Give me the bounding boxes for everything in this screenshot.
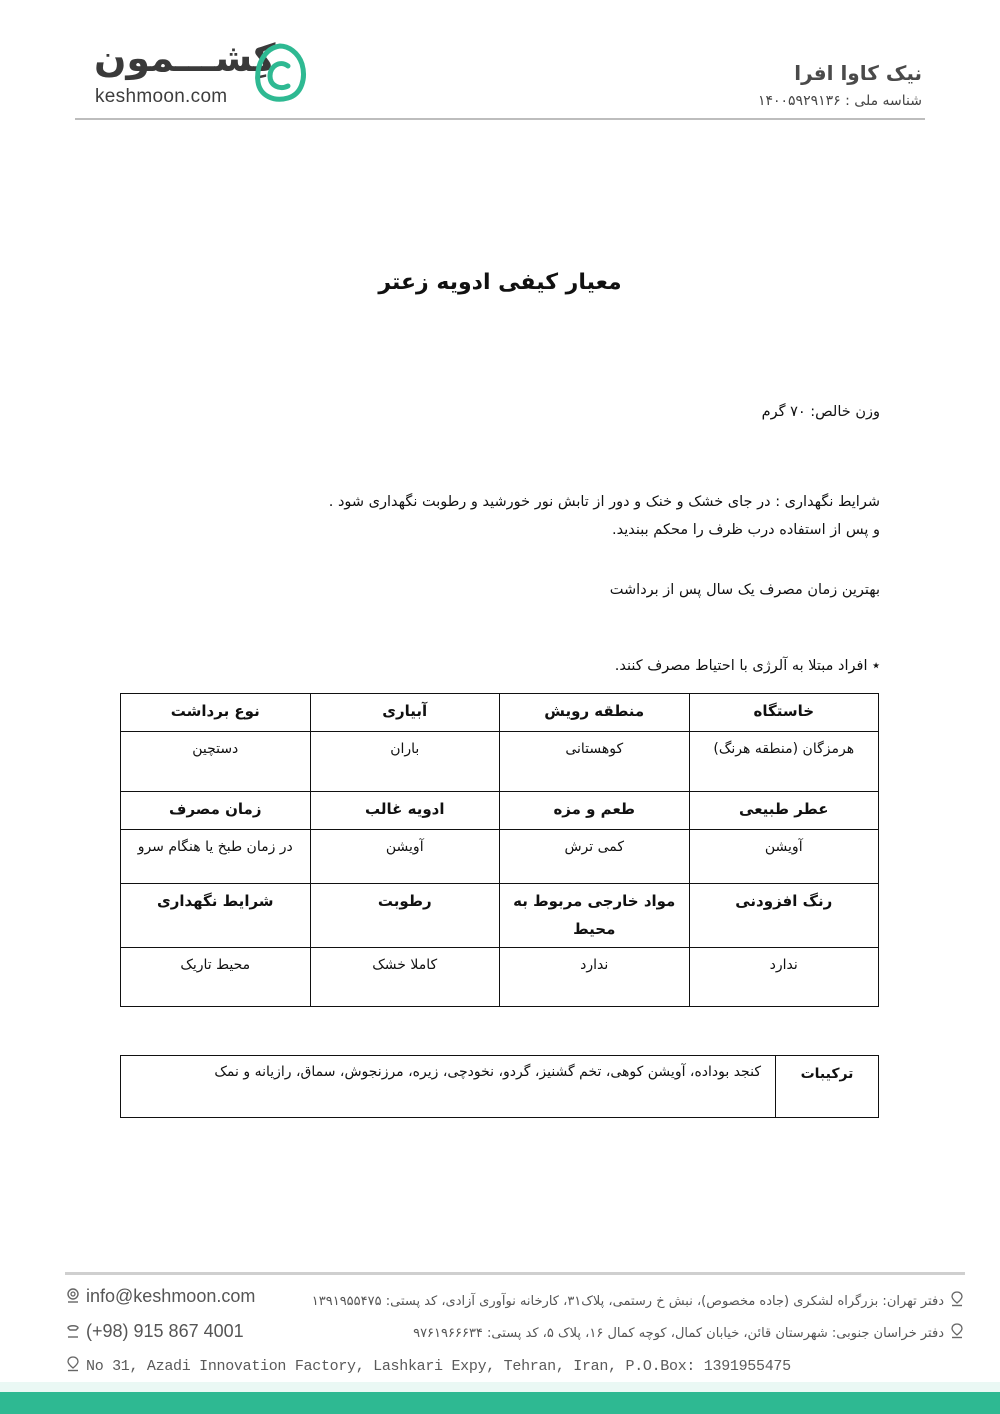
header-cell: طعم و مزه <box>500 792 690 830</box>
company-national-id: شناسه ملی : ۱۴۰۰۵۹۲۹۱۳۶ <box>757 93 922 109</box>
value-cell: آویشن <box>310 830 500 884</box>
footer-brand-band <box>0 1392 1000 1414</box>
footer-phone <box>66 1321 244 1342</box>
footer-email <box>66 1286 255 1307</box>
storage-conditions-text <box>329 488 880 544</box>
value-cell: آویشن <box>689 830 879 884</box>
header-cell: نوع برداشت <box>121 694 311 732</box>
value-cell: ندارد <box>689 948 879 1007</box>
footer-band-highlight <box>0 1382 1000 1392</box>
header-cell: عطر طبیعی <box>689 792 879 830</box>
spiral-logo-icon <box>250 40 310 106</box>
allergy-warning-text: ٭ افراد مبتلا به آلرژی با احتیاط مصرف کنند. <box>614 658 880 674</box>
table-row <box>121 732 879 792</box>
phone-text[interactable]: (+98) 915 867 4001 <box>86 1321 244 1341</box>
value-cell: هرمزگان (منطقه هرنگ) <box>689 732 879 792</box>
ingredients-value: کنجد بوداده، آویشن کوهی، تخم گشنیز، گردو، نخودچی، زیره، مرزنجوش، سماق، رازیانه و نمک <box>121 1056 776 1118</box>
header-cell: زمان مصرف <box>121 792 311 830</box>
table-row <box>121 884 879 948</box>
footer-address-tehran <box>312 1291 964 1309</box>
address-en-text: No 31, Azadi Innovation Factory, Lashkari Expy, Tehran, Iran, P.O.Box: 1391955475 <box>86 1358 791 1375</box>
brand-logo <box>90 36 310 108</box>
location-pin-icon <box>950 1323 964 1339</box>
location-pin-icon <box>66 1356 80 1372</box>
header-cell: ادویه غالب <box>310 792 500 830</box>
logo-persian-text: کِشـــمون <box>94 36 276 80</box>
header-divider <box>75 118 925 120</box>
storage-line-2: و پس از استفاده درب ظرف را محکم ببندید. <box>612 522 880 538</box>
company-name: نیک کاوا افرا <box>794 61 922 85</box>
value-cell: باران <box>310 732 500 792</box>
address-khorasan-text: دفتر خراسان جنوبی: شهرستان قائن، خیابان کمال، کوچه کمال ۱۶، پلاک ۵، کد پستی: ۹۷۶۱۹۶۶۶۳۴ <box>413 1326 944 1341</box>
company-info <box>758 60 922 110</box>
address-tehran-text: دفتر تهران: بزرگراه لشکری (جاده مخصوص)، نبش خ رستمی، پلاک۳۱، کارخانه نوآوری آزادی، کد پستی: ۱۳۹۱۹۵۵۴۷۵ <box>311 1294 944 1309</box>
header-cell: منطقه رویش <box>500 694 690 732</box>
ingredients-label: ترکیبات <box>776 1056 879 1118</box>
header-cell: خاستگاه <box>689 694 879 732</box>
header-cell: رنگ افزودنی <box>689 884 879 948</box>
value-cell: کوهستانی <box>500 732 690 792</box>
value-cell: محیط تاریک <box>121 948 311 1007</box>
table-row <box>121 694 879 732</box>
net-weight-text: وزن خالص: ۷۰ گرم <box>761 404 880 420</box>
table-row <box>121 830 879 884</box>
header-cell: مواد خارجی مربوط به محیط <box>500 884 690 948</box>
quality-spec-table <box>120 693 879 1007</box>
header-cell: شرایط نگهداری <box>121 884 311 948</box>
footer-address-en <box>66 1356 791 1375</box>
document-title: معیار کیفی ادویه زعتر <box>378 270 622 295</box>
header-cell: آبیاری <box>310 694 500 732</box>
table-row <box>121 792 879 830</box>
best-use-text: بهترین زمان مصرف یک سال پس از برداشت <box>609 582 880 598</box>
value-cell: کاملا خشک <box>310 948 500 1007</box>
value-cell: کمی ترش <box>500 830 690 884</box>
table-row <box>121 948 879 1007</box>
letterhead-header <box>0 0 1000 122</box>
value-cell: در زمان طبخ یا هنگام سرو <box>121 830 311 884</box>
table-row <box>121 1056 879 1118</box>
logo-domain-text: keshmoon.com <box>95 86 228 107</box>
value-cell: دستچین <box>121 732 311 792</box>
value-cell: ندارد <box>500 948 690 1007</box>
footer-divider <box>65 1272 965 1275</box>
email-text[interactable]: info@keshmoon.com <box>86 1286 256 1306</box>
header-cell: رطوبت <box>310 884 500 948</box>
phone-icon <box>66 1323 80 1339</box>
storage-line-1: شرایط نگهداری : در جای خشک و خنک و دور از تابش نور خورشید و رطوبت نگهداری شود . <box>328 494 880 510</box>
footer-address-khorasan <box>413 1323 964 1341</box>
location-pin-icon <box>950 1291 964 1307</box>
ingredients-table <box>120 1055 879 1118</box>
at-sign-icon <box>66 1288 80 1304</box>
